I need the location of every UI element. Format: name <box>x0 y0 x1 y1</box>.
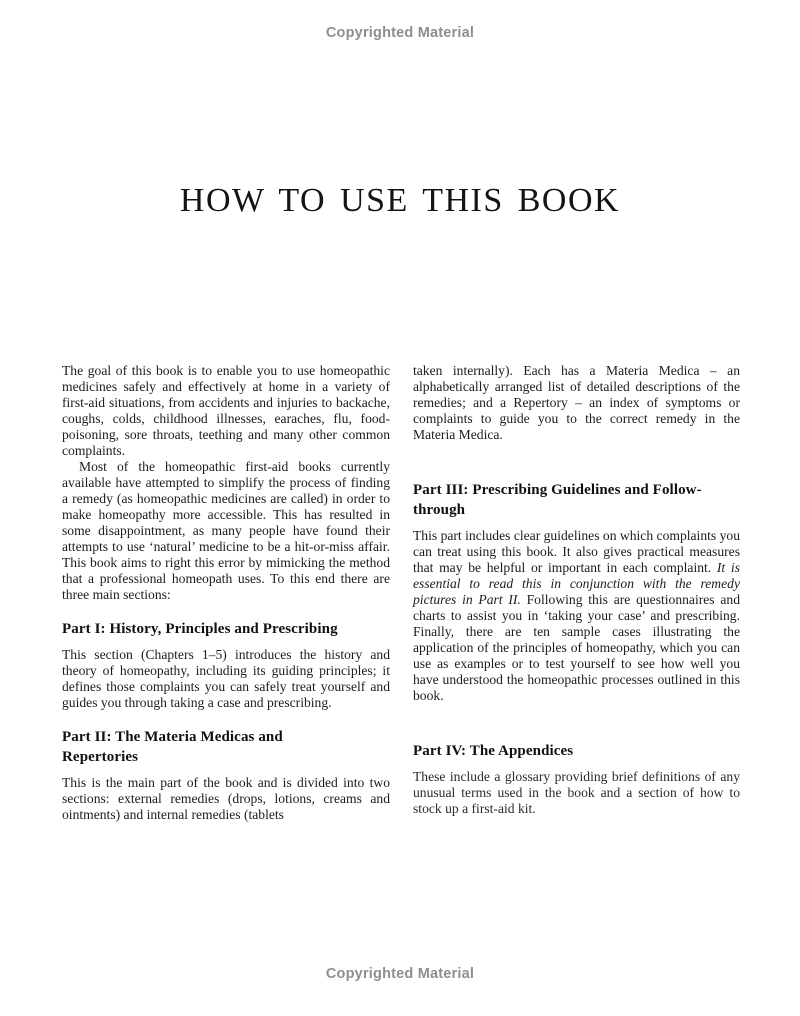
part2-heading: Part II: The Materia Medicas and Repertories <box>62 729 283 765</box>
part3-body-text-before: This part includes clear guidelines on which complaints you can treat using this book. It also gives practical measures that may be helpful or important in each complaint. <box>413 528 740 575</box>
right-column <box>413 363 740 817</box>
part1-heading: Part I: History, Principles and Prescribing <box>62 621 338 637</box>
continuation-paragraph: taken internally). Each has a Materia Medica – an alphabetically arranged list of detailed descriptions of the remedies; and a Repertory – an index of symptoms or complaints to guide you to the correct remedy in the Materia Medica. <box>413 363 740 442</box>
part1-body: This section (Chapters 1–5) introduces the history and theory of homeopathy, including its guiding principles; it defines those complaints you can safely treat yourself and guides you through taking a case and prescribing. <box>62 647 390 710</box>
part3-body-text-after: Following this are questionnaires and charts to assist you in ‘taking your case’ and prescribing. Finally, there are ten sample cases illustrating the application of the principles of homeopathy, which you can use as examples or to test yourself to see how well you have understood the homeopathic processes outlined in this book. <box>413 592 740 703</box>
part4-heading: Part IV: The Appendices <box>413 743 574 759</box>
part4-body: These include a glossary providing brief definitions of any unusual terms used in the book and a section of how to stock up a first-aid kit. <box>413 769 740 816</box>
intro-paragraph-2: Most of the homeopathic first-aid books currently available have attempted to simplify the process of finding a remedy (as homeopathic medicines are called) in order to make homeopathy more accessible. This has resulted in some disappointment, as many people have found their attempts to use ‘natural’ medicine to be a hit-or-miss affair. This book aims to right this error by mimicking the method that a professional homeopath uses. To this end there are three main sections: <box>62 459 390 602</box>
part3-body-italic-note: It is essential to read this in conjunction with the remedy pictures in Part II. <box>413 560 740 607</box>
copyright-watermark-bottom: Copyrighted Material <box>325 966 475 982</box>
copyright-watermark-top: Copyrighted Material <box>325 25 475 41</box>
left-column <box>62 363 390 823</box>
page-title: HOW TO USE THIS BOOK <box>179 182 621 219</box>
part3-body <box>413 528 740 704</box>
intro-paragraph-1: The goal of this book is to enable you to use homeopathic medicines safely and effectively at home in a variety of first-aid situations, from accidents and injuries to backache, coughs, colds, childhood illnesses, earaches, flu, food-poisoning, sore throats, teething and many other common complaints. <box>62 363 390 458</box>
part2-body: This is the main part of the book and is divided into two sections: external remedies (drops, lotions, creams and ointments) and internal remedies (tablets <box>62 775 390 822</box>
part3-heading: Part III: Prescribing Guidelines and Follow-through <box>413 482 702 518</box>
